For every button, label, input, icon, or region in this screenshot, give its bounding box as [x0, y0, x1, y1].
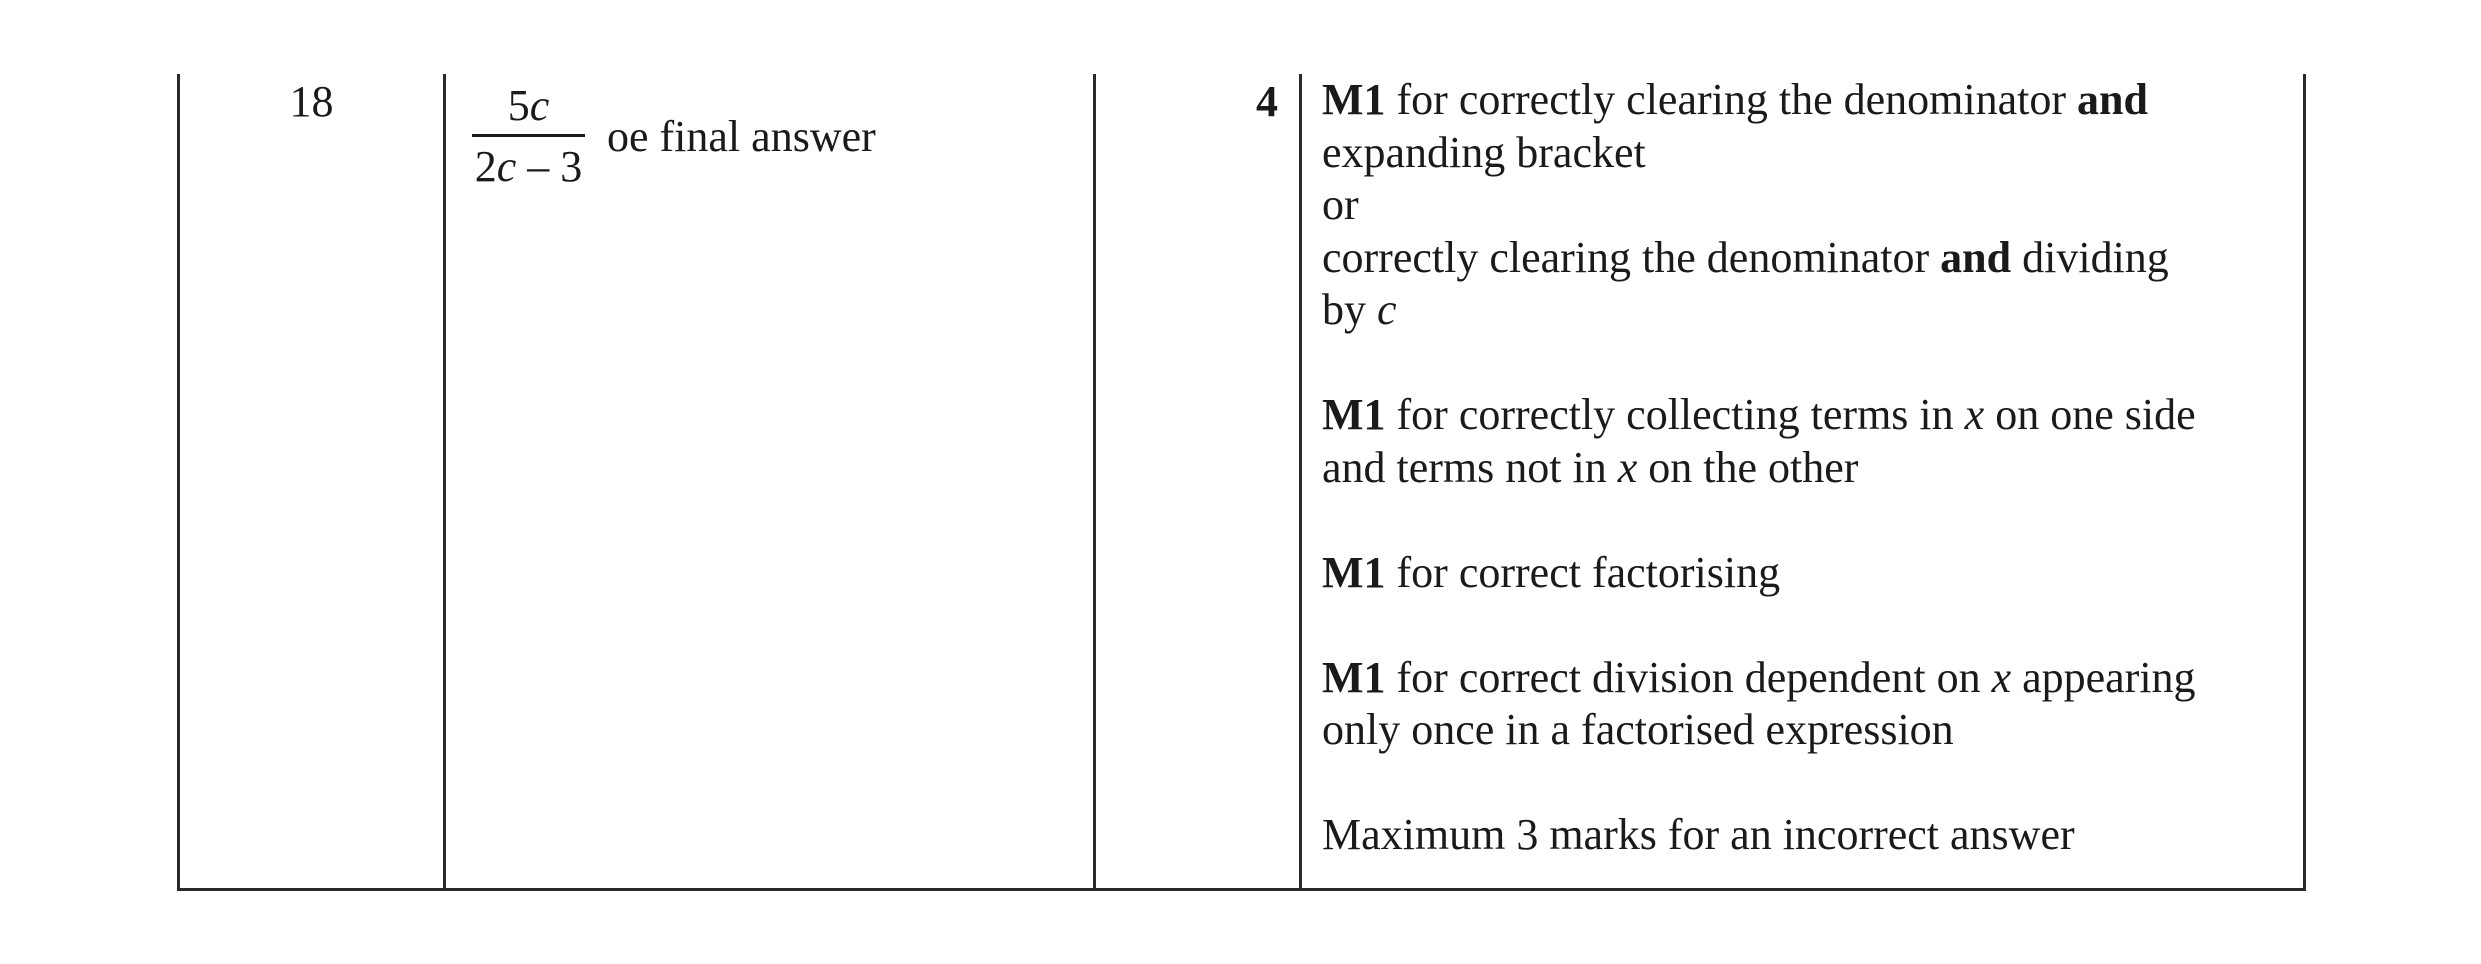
answer-fraction: [472, 80, 585, 193]
question-number: 18: [289, 77, 334, 126]
paragraph-gap: [1322, 494, 2292, 547]
table-border-right: [2303, 74, 2306, 891]
guidance-cell: [1322, 74, 2292, 862]
fraction-denominator: 2c – 3: [474, 142, 583, 191]
table-border-bottom: [177, 888, 2306, 891]
answer-cell: [472, 80, 876, 193]
guidance-line: M1 for correctly collecting terms in x on one side: [1322, 390, 2196, 439]
guidance-line: expanding bracket: [1322, 127, 1646, 177]
fraction-bar: [472, 134, 585, 137]
table-border-left: [177, 74, 180, 891]
column-divider-2: [1093, 74, 1096, 891]
guidance-line: only once in a factorised expression: [1322, 705, 1954, 754]
fraction-numerator: 5c: [507, 81, 550, 130]
guidance-line: correctly clearing the denominator and dividing: [1322, 232, 2169, 282]
guidance-line: by c: [1322, 285, 1397, 334]
marks-value: 4: [1256, 77, 1278, 126]
guidance-line: and terms not in x on the other: [1322, 442, 1859, 492]
guidance-line: M1 for correctly clearing the denominator and: [1322, 75, 2148, 124]
paragraph-gap: [1322, 757, 2292, 810]
paragraph-gap: [1322, 599, 2292, 652]
guidance-line: or: [1322, 180, 1359, 229]
paragraph-gap: [1322, 337, 2292, 390]
answer-suffix: oe final answer: [607, 111, 876, 161]
guidance-line: M1 for correct division dependent on x appearing: [1322, 652, 2196, 702]
guidance-line: Maximum 3 marks for an incorrect answer: [1322, 810, 2075, 859]
guidance-line: M1 for correct factorising: [1322, 547, 1781, 597]
column-divider-1: [443, 74, 446, 891]
column-divider-3: [1299, 74, 1302, 891]
